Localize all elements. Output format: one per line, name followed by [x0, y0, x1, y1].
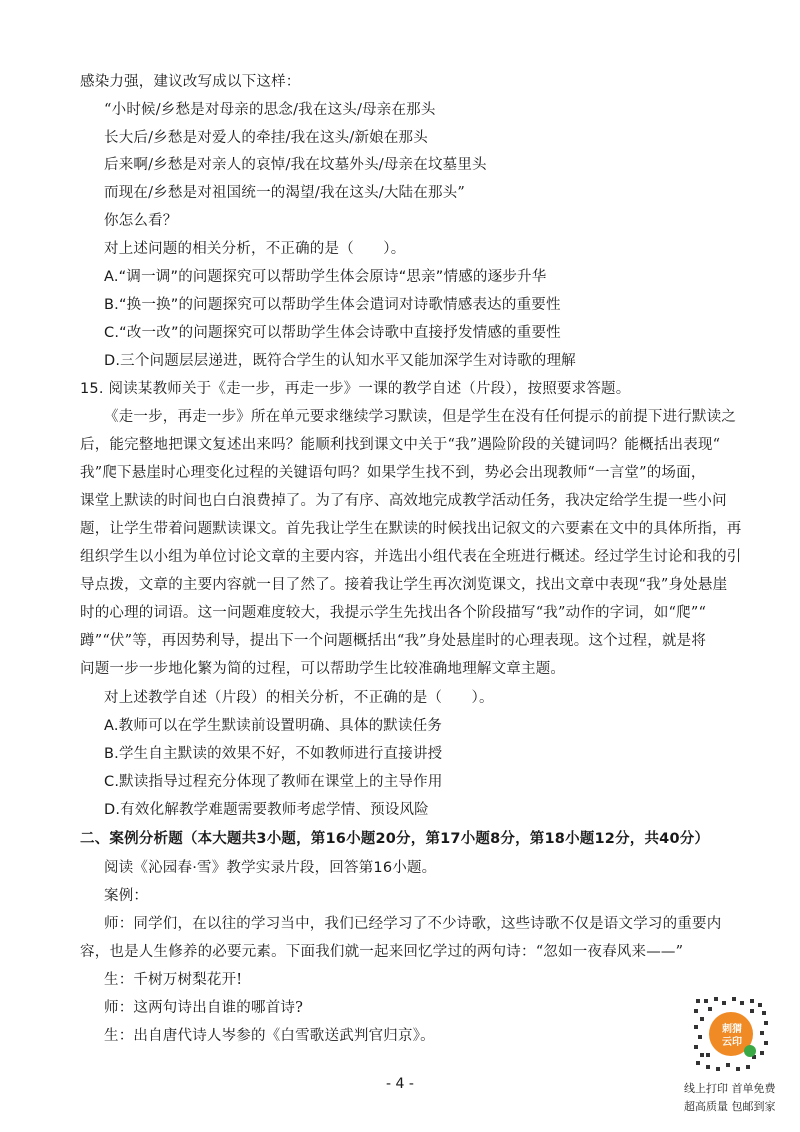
poem-line: 后来啊/乡愁是对亲人的哀悼/我在坟墓外头/母亲在坟墓里头 — [104, 157, 487, 173]
qr-caption: 超高质量 包邮到家 — [684, 1100, 776, 1113]
paragraph-line: 我”爬下悬崖时心理变化过程的关键语句吗？如果学生找不到，势必会出现教师“一言堂”的场面， — [80, 465, 706, 481]
text-line: 感染力强，建议改写成以下这样： — [80, 74, 301, 90]
qr-badge-text: 云印 — [722, 1037, 742, 1048]
dialogue-line: 生：出自唐代诗人岑参的《白雪歌送武判官归京》。 — [104, 1028, 435, 1044]
option-c: C.“改一改”的问题探究可以帮助学生体会诗歌中直接抒发情感的重要性 — [104, 325, 561, 341]
poem-line: 长大后/乡愁是对爱人的牵挂/我在这头/新娘在那头 — [104, 130, 428, 146]
question-15-title: 15. 阅读某教师关于《走一步，再走一步》一课的教学自述（片段），按照要求答题。 — [80, 381, 631, 397]
text-line: 阅读《沁园春·雪》教学实录片段，回答第16小题。 — [104, 860, 437, 876]
option-a: A.“调一调”的问题探究可以帮助学生体会原诗“思亲”情感的逐步升华 — [104, 269, 547, 285]
question-stem: 对上述问题的相关分析，不正确的是（ ）。 — [104, 241, 406, 257]
paragraph-line: 导点拨，文章的主要内容就一目了然了。接着我让学生再次浏览课文，找出文章中表现“我”身处悬崖 — [80, 577, 728, 593]
paragraph-line: 课堂上默读的时间也白白浪费掉了。为了有序、高效地完成教学活动任务，我决定给学生提一些小问 — [80, 493, 727, 509]
paragraph-line: 题，让学生带着问题默读课文。首先我让学生在默读的时候找出记叙文的六要素在文中的具体所指，再 — [80, 521, 742, 537]
qr-badge-text: 刺猬 — [722, 1024, 742, 1035]
option-b: B.学生自主默读的效果不好，不如教师进行直接讲授 — [104, 746, 443, 762]
paragraph-line: 蹲”“伏”等，再因势利导，提出下一个问题概括出“我”身处悬崖时的心理表现。这个过程，就是将 — [80, 633, 707, 649]
paragraph-line: 问题一步一步地化繁为简的过程，可以帮助学生比较准确地理解文章主题。 — [80, 661, 566, 677]
paragraph-line: 后，能完整地把课文复述出来吗？能顺利找到课文中关于“我”遇险阶段的关键词吗？能概括出表现“ — [80, 437, 721, 453]
dialogue-line: 容，也是人生修养的必要元素。下面我们就一起来回忆学过的两句诗：“忽如一夜春风来——” — [80, 944, 684, 960]
option-c: C.默读指导过程充分体现了教师在课堂上的主导作用 — [104, 774, 443, 790]
dialogue-line: 生：千树万树梨花开! — [104, 972, 243, 988]
option-a: A.教师可以在学生默读前设置明确、具体的默读任务 — [104, 718, 443, 734]
paragraph-line: 组织学生以小组为单位讨论文章的主要内容，并选出小组代表在全班进行概述。经过学生讨论和我的引 — [80, 549, 742, 565]
text-line: 你怎么看？ — [104, 213, 178, 229]
qr-caption: 线上打印 首单免费 — [684, 1082, 776, 1095]
paragraph-line: 《走一步，再走一步》所在单元要求继续学习默读，但是学生在没有任何提示的前提下进行默读之 — [104, 409, 737, 425]
paragraph-line: 时的心理的词语。这一问题难度较大，我提示学生先找出各个阶段描写“我”动作的字词，如“爬”“ — [80, 605, 707, 621]
poem-line: “小时候/乡愁是对母亲的思念/我在这头/母亲在那头 — [104, 102, 436, 118]
dialogue-line: 师：同学们，在以往的学习当中，我们已经学习了不少诗歌，这些诗歌不仅是语文学习的重要内 — [104, 916, 722, 932]
option-b: B.“换一换”的问题探究可以帮助学生体会遣词对诗歌情感表达的重要性 — [104, 297, 561, 313]
page-number: - 4 - — [386, 1076, 414, 1092]
poem-line: 而现在/乡愁是对祖国统一的渴望/我在这头/大陆在那头” — [104, 185, 465, 201]
text-line: 案例： — [104, 888, 149, 904]
section-heading: 二、案例分析题（本大题共3小题，第16小题20分，第17小题8分，第18小题12分，共40分） — [80, 831, 710, 847]
option-d: D.有效化解教学难题需要教师考虑学情、预设风险 — [104, 802, 429, 818]
option-d: D.三个问题层层递进，既符合学生的认知水平又能加深学生对诗歌的理解 — [104, 353, 576, 369]
question-stem: 对上述教学自述（片段）的相关分析，不正确的是（ ）。 — [104, 690, 494, 706]
dialogue-line: 师：这两句诗出自谁的哪首诗? — [104, 1000, 304, 1016]
